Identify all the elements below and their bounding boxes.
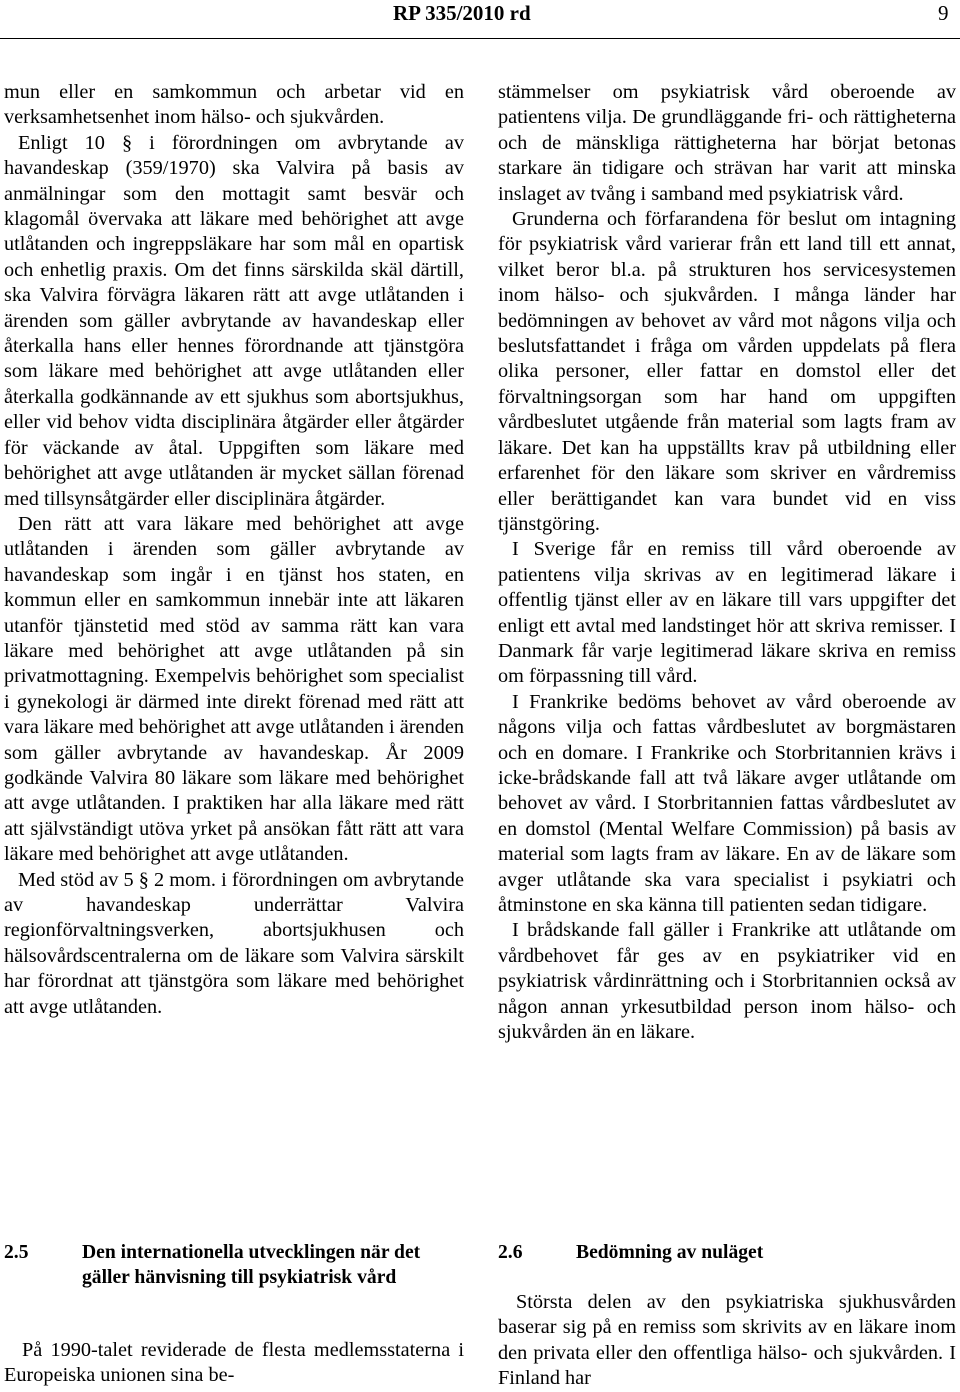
section-title: Bedömning av nuläget xyxy=(576,1242,764,1263)
left-column xyxy=(4,80,464,1020)
paragraph: I Sverige får en remiss till vård oberoende av patientens vilja skrivas av en legitimerad läkare i offentlig tjänst eller av en läkare till vars uppgifter det enligt ett avtal med landstinget hör att skriva remisser. I Danmark får varje legitimerad läkare skriva en remiss om förpassning till vård. xyxy=(498,538,956,688)
section-number: 2.6 xyxy=(498,1242,523,1263)
paragraph: I brådskande fall gäller i Frankrike att utlåtande om vårdbehovet får ges av en psykiatriker vid en psykiatrisk vårdinrättning och i Storbritannien också av någon annan yrkesutbildad person inom hälso- och sjukvården än en läkare. xyxy=(498,919,956,1044)
header-rule xyxy=(0,38,960,39)
paragraph: På 1990-talet reviderade de flesta medlemsstaterna i Europeiska unionen sina be- xyxy=(4,1339,464,1387)
paragraph: Med stöd av 5 § 2 mom. i förordningen om avbrytande av havandeskap underrättar Valvira regionförvaltningsverken, abortsjukhusen och hälsovårdscentralerna om de läkare som Valvira särskilt har förordnat att tjänstgöra som läkare med behörighet att avge utlåtanden. xyxy=(4,868,464,1018)
section-body xyxy=(498,1290,956,1392)
document-id: RP 335/2010 rd xyxy=(393,1,531,25)
paragraph: mun eller en samkommun och arbetar vid en verksamhetsenhet inom hälso- och sjukvården. xyxy=(4,81,464,129)
section-number: 2.5 xyxy=(4,1242,29,1263)
paragraph: Grunderna och förfarandena för beslut om intagning för psykiatrisk vård varierar från ett land till ett annat, vilket beror bl.a. på strukturen hos servicesystemen inom hälso- och sjukvården. I många länder har bedömningen av behovet av vård mot någons vilja och beslutsfattandet i fråga om vården uppdelats på flera olika personer, eller fattar en domstol eller det förvaltningsorgan som har hand om uppgiften vårdbeslutet utgående från material som lagts fram av läkare. Det kan ha uppställts krav på utbildning eller erfarenhet för den läkare som skriver en vårdremiss eller berättigandet kan vara bundet vid en viss tjänstgöring. xyxy=(498,208,956,535)
paragraph: Största delen av den psykiatriska sjukhusvården baserar sig på en remiss som skrivits av en läkare inom den privata eller den offentliga hälso- och sjukvården. I Finland har xyxy=(498,1291,956,1390)
paragraph: stämmelser om psykiatrisk vård oberoende av patientens vilja. De grundläggande fri- och rättigheterna och de mänskliga rättigheterna har börjat betonas starkare än tidigare och strävan har varit att minska inslaget av tvång i samband med psykiatrisk vård. xyxy=(498,81,956,205)
right-column xyxy=(498,80,956,1045)
page-header xyxy=(0,0,960,40)
paragraph: Den rätt att vara läkare med behörighet att avge utlåtanden i ärenden som gäller avbrytande av havandeskap som ingår i en tjänst hos staten, en kommun eller en samkommun innebär inte att läkaren utanför tjänstetid med stöd av samma rätt kan vara läkare med behörighet att avge utlåtanden på sin privatmottagning. Exempelvis behörighet som specialist i gynekologi är därmed inte direkt förenad med rätt att vara läkare med behörighet att avge utlåtanden i ärenden som gäller avbrytande av havandeskap. År 2009 godkände Valvira 80 läkare som läkare med behörighet att avge utlåtanden. I praktiken har alla läkare med rätt att självständigt utöva yrket på ansökan fått rätt att vara läkare med behörighet att avge utlåtanden. xyxy=(4,512,464,866)
section-title: Den internationella utvecklingen när det gäller hänvisning till psykiatrisk vård xyxy=(82,1242,421,1289)
paragraph: Enligt 10 § i förordningen om avbrytande av havandeskap (359/1970) ska Valvira på basis av anmälningar som den mottagit samt besvär och klagomål övervaka att läkare med behörighet att avge utlåtanden och ingreppsläkare har som mål en opartisk och enhetlig praxis. Om det finns särskilda skäl därtill, ska Valvira förvägra läkaren rätt att avge utlåtanden i ärenden som gäller avbrytande av havandeskap eller återkalla hans eller hennes förordnande att tjänstgöra som läkare med behörighet att avge utlåtanden eller återkalla godkännande av ett sjukhus som abortsjukhus, eller vid behov vidta disciplinära åtgärder eller åtgärder för väckande av åtal. Uppgiften som läkare med behörighet att avge utlåtanden är mycket sällan förenad med tillsynsåtgärder eller disciplinära åtgärder. xyxy=(4,131,464,510)
paragraph: I Frankrike bedöms behovet av vård oberoende av någons vilja och fattas vårdbeslutet av borgmästaren och en domare. I Frankrike och Storbritannien krävs i icke-brådskande fall att två läkare avger utlåtande om behovet av vård. I Storbritannien fattas vårdbeslutet av en domstol (Mental Welfare Commission) på basis av material som lagts fram av läkare. En av de läkare som avger utlåtande ska vara specialist i psykiatri och åtminstone en ska känna till patienten sedan tidigare. xyxy=(498,690,956,916)
section-body xyxy=(4,1338,464,1389)
page-number: 9 xyxy=(938,1,949,25)
